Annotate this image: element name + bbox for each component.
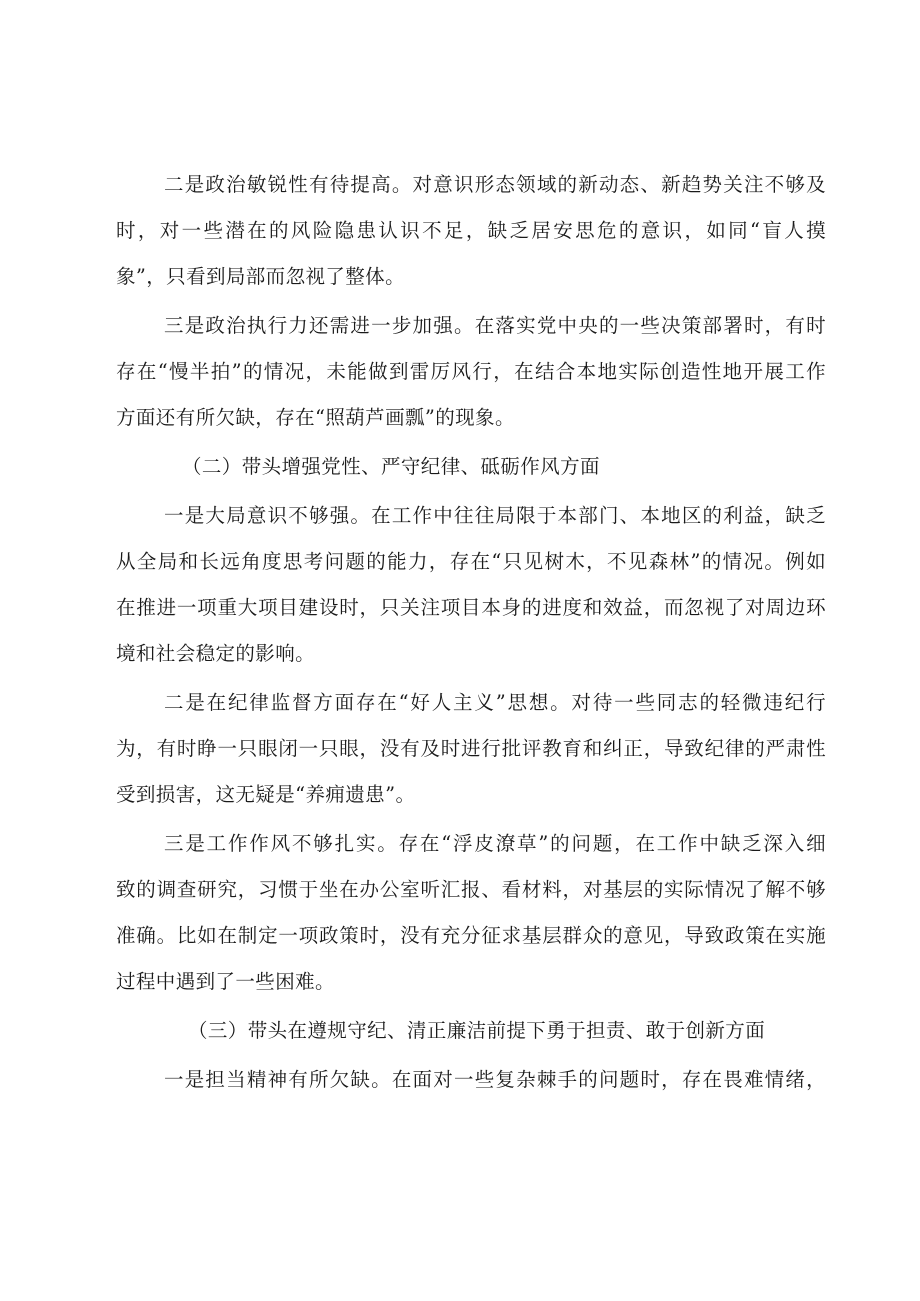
paragraph-line: 存在“慢半拍”的情况，未能做到雷厉风行，在结合本地实际创造性地开展工作	[116, 360, 826, 383]
section-heading: （三）带头在遵规守纪、清正廉洁前提下勇于担责、敢于创新方面	[188, 1019, 766, 1042]
paragraph-line: 从全局和长远角度思考问题的能力，存在“只见树木，不见森林”的情况。例如	[116, 550, 826, 573]
paragraph-line: 过程中遇到了一些困难。	[116, 970, 335, 993]
paragraph-line: 境和社会稳定的影响。	[116, 642, 316, 665]
paragraph-line: 二是政治敏锐性有待提高。对意识形态领域的新动态、新趋势关注不够及	[164, 173, 826, 196]
paragraph-line: 受到损害，这无疑是“养痈遗患”。	[116, 783, 416, 806]
paragraph-line: 致的调查研究，习惯于坐在办公室听汇报、看材料，对基层的实际情况了解不够	[116, 878, 826, 901]
section-heading: （二）带头增强党性、严守纪律、砥砺作风方面	[182, 455, 600, 478]
paragraph-line: 时，对一些潜在的风险隐患认识不足，缺乏居安思危的意识，如同“盲人摸	[116, 219, 826, 242]
paragraph-line: 在推进一项重大项目建设时，只关注项目本身的进度和效益，而忽视了对周边环	[116, 596, 826, 619]
paragraph-line: 为，有时睁一只眼闭一只眼，没有及时进行批评教育和纠正，导致纪律的严肃性	[116, 737, 826, 760]
paragraph-line: 象”，只看到局部而忽视了整体。	[116, 265, 405, 288]
paragraph-line: 三是工作作风不够扎实。存在“浮皮潦草”的问题，在工作中缺乏深入细	[164, 832, 826, 855]
paragraph-line: 方面还有所欠缺，存在“照葫芦画瓢”的现象。	[116, 406, 515, 429]
paragraph-line: 一是担当精神有所欠缺。在面对一些复杂棘手的问题时，存在畏难情绪，	[164, 1068, 826, 1091]
paragraph-line: 准确。比如在制定一项政策时，没有充分征求基层群众的意见，导致政策在实施	[116, 924, 826, 947]
paragraph-line: 三是政治执行力还需进一步加强。在落实党中央的一些决策部署时，有时	[164, 314, 826, 337]
paragraph-line: 一是大局意识不够强。在工作中往往局限于本部门、本地区的利益，缺乏	[164, 504, 826, 527]
paragraph-line: 二是在纪律监督方面存在“好人主义”思想。对待一些同志的轻微违纪行	[164, 691, 826, 714]
